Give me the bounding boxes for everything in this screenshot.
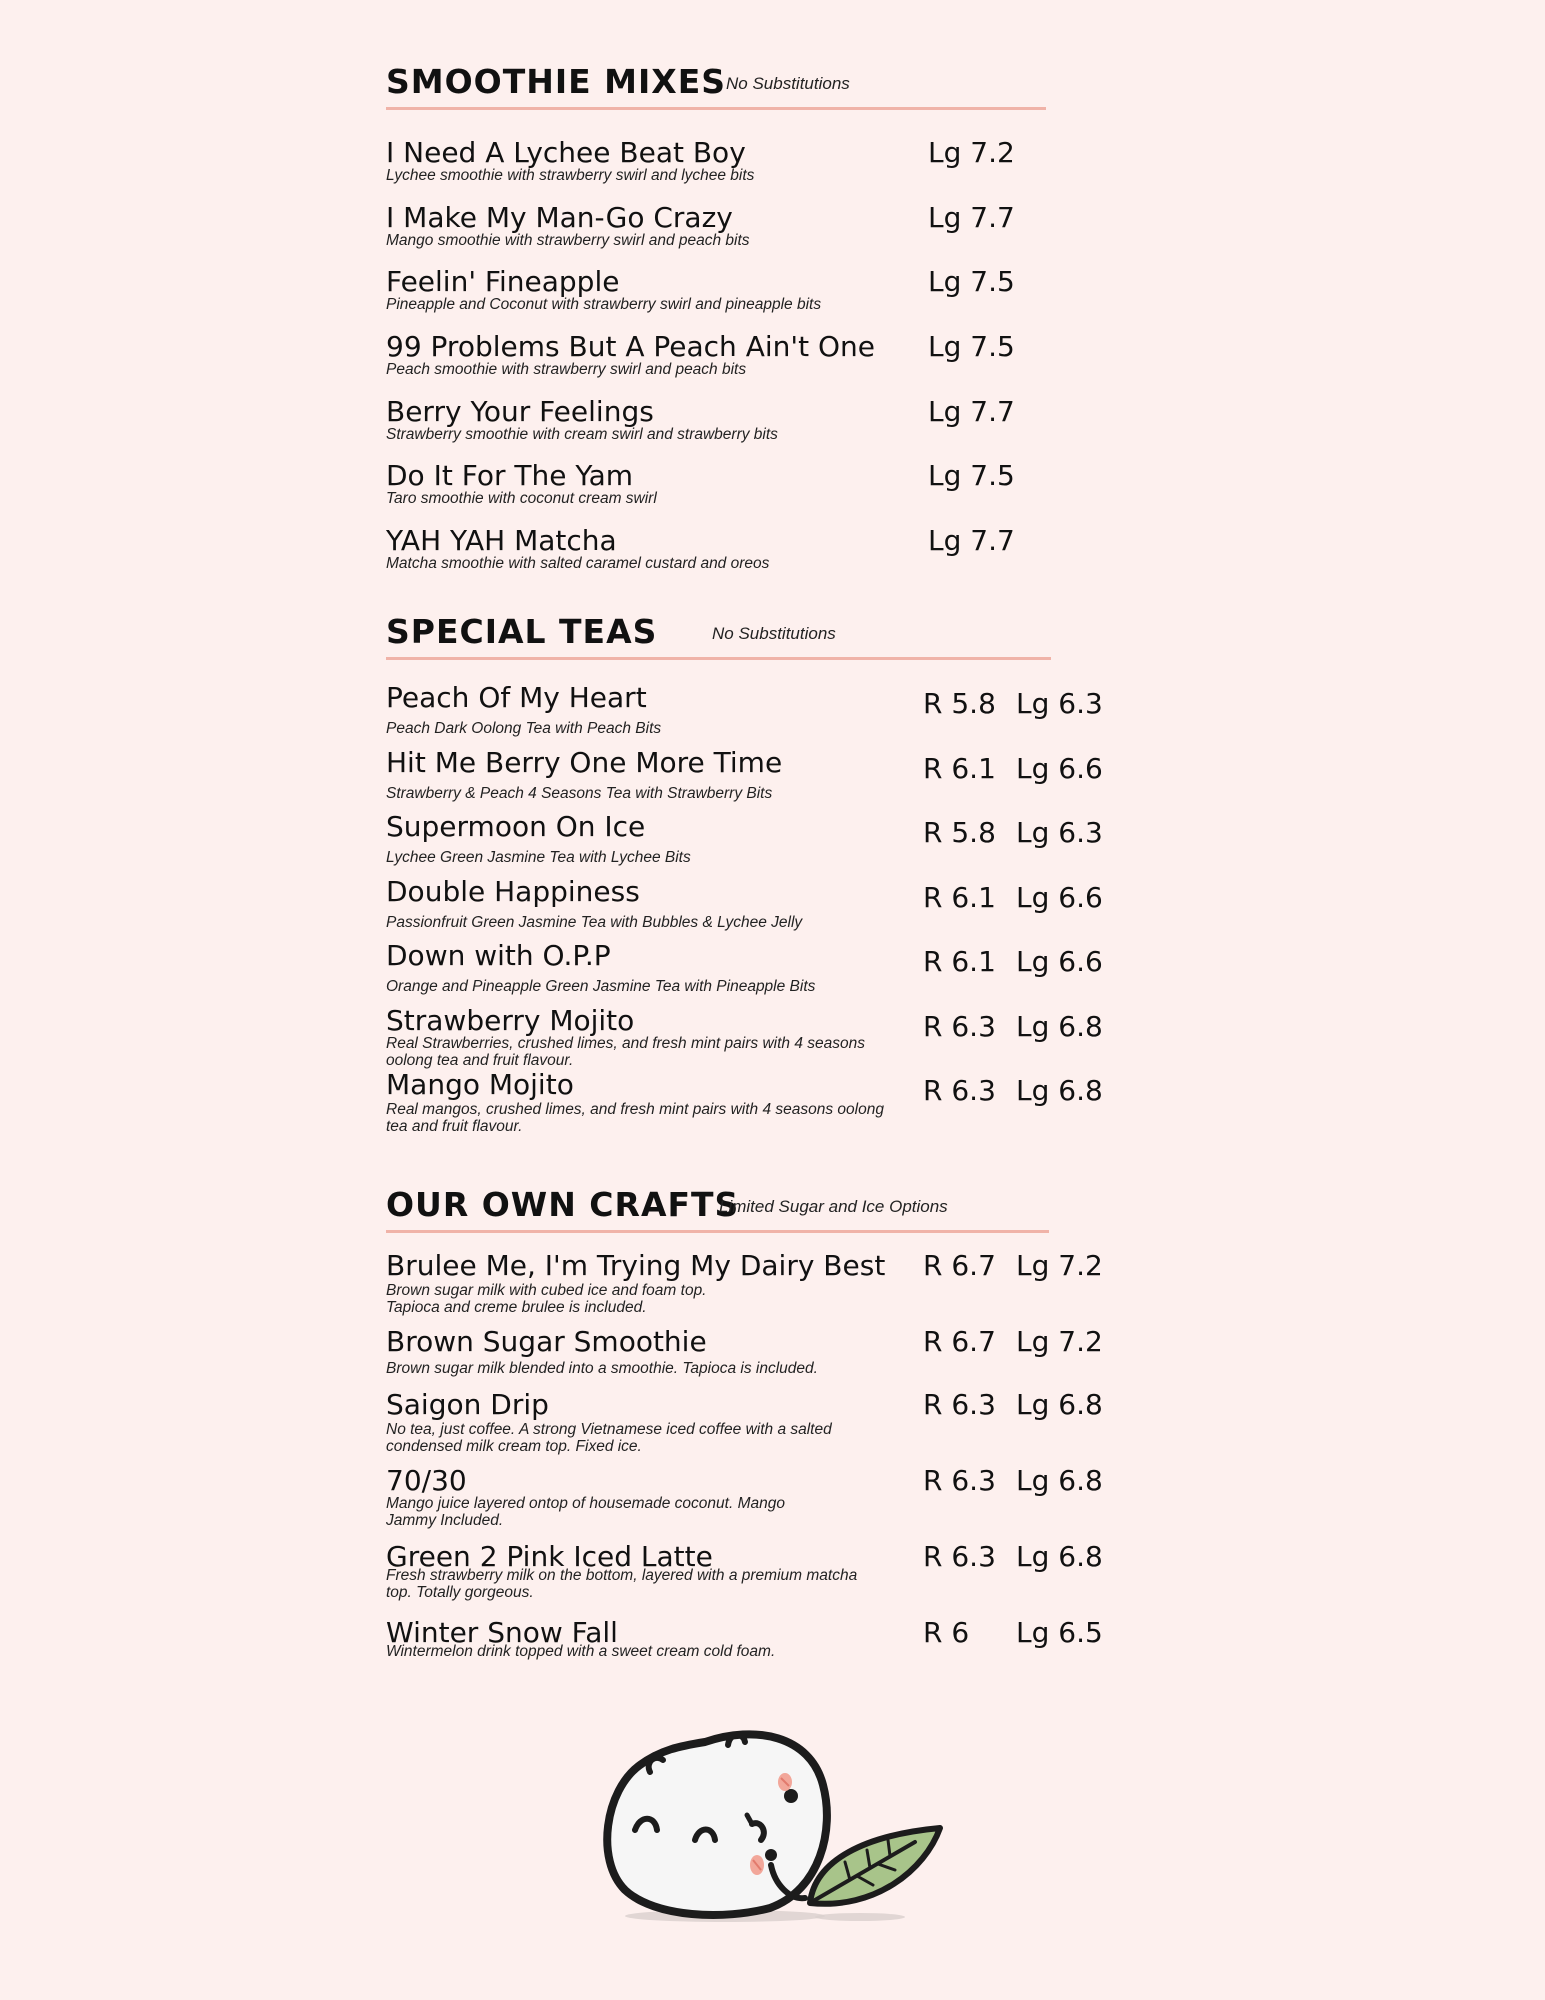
item-description: Strawberry smoothie with cream swirl and strawberry bits (386, 426, 778, 443)
item-description: Real mangos, crushed limes, and fresh mint pairs with 4 seasons oolong tea and fruit flavour. (386, 1101, 884, 1135)
price-regular: R 6.7 (923, 1325, 996, 1358)
item-name: Berry Your Feelings (386, 395, 654, 428)
item-description: Lychee smoothie with strawberry swirl and lychee bits (386, 167, 755, 184)
section-header (386, 1185, 1049, 1235)
item-description: Wintermelon drink topped with a sweet cream cold foam. (386, 1643, 776, 1660)
item-name: Double Happiness (386, 875, 640, 908)
price-large: Lg 6.3 (1016, 816, 1103, 849)
price-large: Lg 7.7 (928, 395, 1015, 428)
price-large: Lg 6.6 (1016, 752, 1103, 785)
item-description: Mango smoothie with strawberry swirl and peach bits (386, 232, 750, 249)
section-note: Limited Sugar and Ice Options (719, 1197, 948, 1216)
price-regular: R 6.7 (923, 1249, 996, 1282)
item-name: Green 2 Pink Iced Latte (386, 1540, 713, 1573)
item-name: I Make My Man-Go Crazy (386, 201, 733, 234)
item-description: Brown sugar milk blended into a smoothie. Tapioca is included. (386, 1360, 818, 1377)
section-note: No Substitutions (726, 74, 850, 93)
price-large: Lg 7.7 (928, 201, 1015, 234)
item-description: Strawberry & Peach 4 Seasons Tea with Strawberry Bits (386, 785, 773, 802)
item-description: Orange and Pineapple Green Jasmine Tea with Pineapple Bits (386, 978, 816, 995)
smoothie-mixes-section (386, 62, 1046, 572)
item-description: Passionfruit Green Jasmine Tea with Bubbles & Lychee Jelly (386, 914, 803, 931)
item-description: Peach Dark Oolong Tea with Peach Bits (386, 720, 662, 737)
item-description: Lychee Green Jasmine Tea with Lychee Bits (386, 849, 691, 866)
price-large: Lg 6.8 (1016, 1074, 1103, 1107)
section-header (386, 62, 1046, 112)
price-large: Lg 7.2 (1016, 1249, 1103, 1282)
item-name: I Need A Lychee Beat Boy (386, 136, 746, 169)
section-divider (386, 107, 1046, 110)
item-name: Brulee Me, I'm Trying My Dairy Best (386, 1249, 886, 1282)
price-large: Lg 6.3 (1016, 687, 1103, 720)
price-large: Lg 7.5 (928, 459, 1015, 492)
item-description: Taro smoothie with coconut cream swirl (386, 490, 657, 507)
price-large: Lg 6.6 (1016, 881, 1103, 914)
price-regular: R 6.3 (923, 1540, 996, 1573)
price-large: Lg 6.5 (1016, 1616, 1103, 1649)
item-name: Down with O.P.P (386, 939, 611, 972)
price-regular: R 5.8 (923, 816, 996, 849)
item-name: 99 Problems But A Peach Ain't One (386, 330, 875, 363)
item-description: Fresh strawberry milk on the bottom, layered with a premium matcha top. Totally gorgeous. (386, 1567, 858, 1601)
price-regular: R 6.3 (923, 1464, 996, 1497)
item-name: Feelin' Fineapple (386, 265, 620, 298)
price-regular: R 6.1 (923, 945, 996, 978)
item-name: 70/30 (386, 1464, 467, 1497)
item-name: Saigon Drip (386, 1388, 549, 1421)
item-name: Do It For The Yam (386, 459, 634, 492)
price-large: Lg 6.8 (1016, 1388, 1103, 1421)
item-description: Peach smoothie with strawberry swirl and peach bits (386, 361, 747, 378)
price-regular: R 6.1 (923, 881, 996, 914)
item-name: Hit Me Berry One More Time (386, 746, 783, 779)
section-divider (386, 1230, 1049, 1233)
price-regular: R 6.1 (923, 752, 996, 785)
item-name: Mango Mojito (386, 1068, 574, 1101)
special-teas-section (386, 612, 1103, 1135)
item-description: Real Strawberries, crushed limes, and fresh mint pairs with 4 seasons oolong tea and fruit flavour. (386, 1035, 865, 1069)
item-description: Brown sugar milk with cubed ice and foam top. Tapioca and creme brulee is included. (386, 1282, 707, 1316)
price-regular: R 6.3 (923, 1388, 996, 1421)
price-regular: R 6.3 (923, 1074, 996, 1107)
section-title: SMOOTHIE MIXES (386, 62, 727, 101)
item-name: Brown Sugar Smoothie (386, 1325, 707, 1358)
item-description: Pineapple and Coconut with strawberry swirl and pineapple bits (386, 296, 822, 313)
price-large: Lg 6.8 (1016, 1464, 1103, 1497)
section-title: OUR OWN CRAFTS (386, 1185, 740, 1224)
item-name: YAH YAH Matcha (386, 524, 617, 557)
price-large: Lg 6.6 (1016, 945, 1103, 978)
item-description: Mango juice layered ontop of housemade coconut. Mango Jammy Included. (386, 1495, 785, 1529)
section-note: No Substitutions (712, 624, 836, 643)
price-large: Lg 7.7 (928, 524, 1015, 557)
price-regular: R 6 (923, 1616, 970, 1649)
price-large: Lg 7.5 (928, 265, 1015, 298)
price-regular: R 5.8 (923, 687, 996, 720)
price-large: Lg 7.2 (928, 136, 1015, 169)
item-description: No tea, just coffee. A strong Vietnamese iced coffee with a salted condensed milk cream top. Fixed ice. (386, 1421, 832, 1455)
item-name: Peach Of My Heart (386, 681, 647, 714)
our-own-crafts-section (386, 1185, 1103, 1660)
price-large: Lg 6.8 (1016, 1540, 1103, 1573)
price-regular: R 6.3 (923, 1010, 996, 1043)
item-name: Supermoon On Ice (386, 810, 646, 843)
section-divider (386, 657, 1051, 660)
section-header (386, 612, 1051, 662)
item-description: Matcha smoothie with salted caramel custard and oreos (386, 555, 770, 572)
section-title: SPECIAL TEAS (386, 612, 658, 651)
price-large: Lg 7.2 (1016, 1325, 1103, 1358)
price-large: Lg 6.8 (1016, 1010, 1103, 1043)
price-large: Lg 7.5 (928, 330, 1015, 363)
dumpling-mascot-icon (595, 1720, 955, 1934)
item-name: Strawberry Mojito (386, 1004, 635, 1037)
item-name: Winter Snow Fall (386, 1616, 618, 1649)
